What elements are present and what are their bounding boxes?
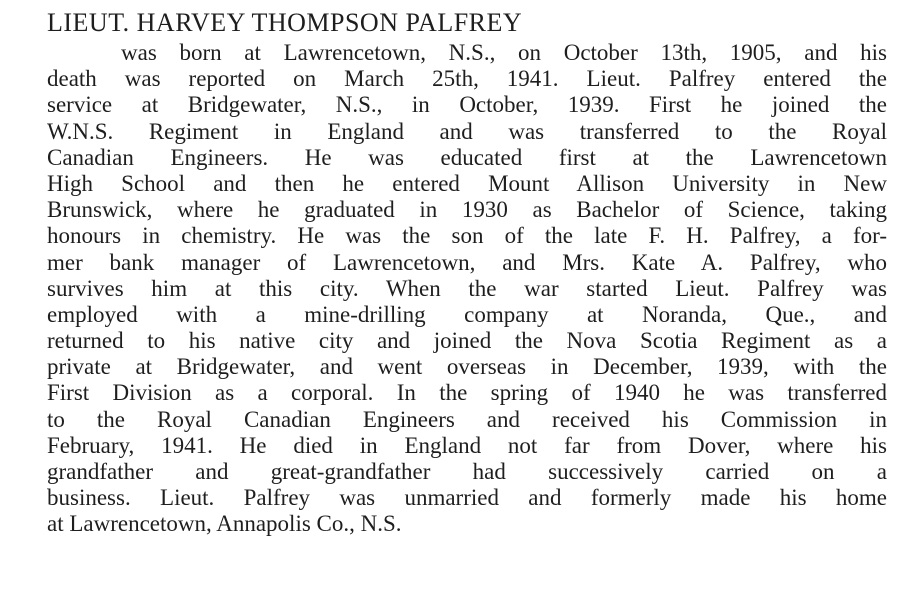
text-line: High School and then he entered Mount Allison University in New: [47, 170, 887, 196]
text-line: Brunswick, where he graduated in 1930 as Bachelor of Science, taking: [47, 197, 887, 223]
text-line: W.N.S. Regiment in England and was transferred to the Royal: [47, 118, 887, 144]
text-line: First Division as a corporal. In the spring of 1940 he was transferred: [47, 380, 887, 406]
text-line: business. Lieut. Palfrey was unmarried and formerly made his home: [47, 485, 887, 511]
text-line: was born at Lawrencetown, N.S., on October 13th, 1905, and his: [121, 40, 887, 65]
text-line: service at Bridgewater, N.S., in October, 1939. First he joined the: [47, 92, 887, 118]
text-line: to the Royal Canadian Engineers and received his Commission in: [47, 406, 887, 432]
text-line: private at Bridgewater, and went overseas in December, 1939, with the: [47, 354, 887, 380]
text-line: honours in chemistry. He was the son of the late F. H. Palfrey, a for-: [47, 223, 887, 249]
text-line: Canadian Engineers. He was educated first at the Lawrencetown: [47, 144, 887, 170]
biography-paragraph: [47, 40, 887, 538]
text-line: February, 1941. He died in England not far from Dover, where his: [47, 432, 887, 458]
text-line: mer bank manager of Lawrencetown, and Mrs. Kate A. Palfrey, who: [47, 249, 887, 275]
text-line: employed with a mine-drilling company at Noranda, Que., and: [47, 301, 887, 327]
page-title: LIEUT. HARVEY THOMPSON PALFREY: [47, 8, 523, 37]
text-line: at Lawrencetown, Annapolis Co., N.S.: [47, 511, 402, 537]
text-line: returned to his native city and joined the Nova Scotia Regiment as a: [47, 328, 887, 354]
text-line: survives him at this city. When the war started Lieut. Palfrey was: [47, 275, 887, 301]
text-line: death was reported on March 25th, 1941. Lieut. Palfrey entered the: [47, 66, 887, 92]
text-line: grandfather and great-grandfather had successively carried on a: [47, 459, 887, 484]
